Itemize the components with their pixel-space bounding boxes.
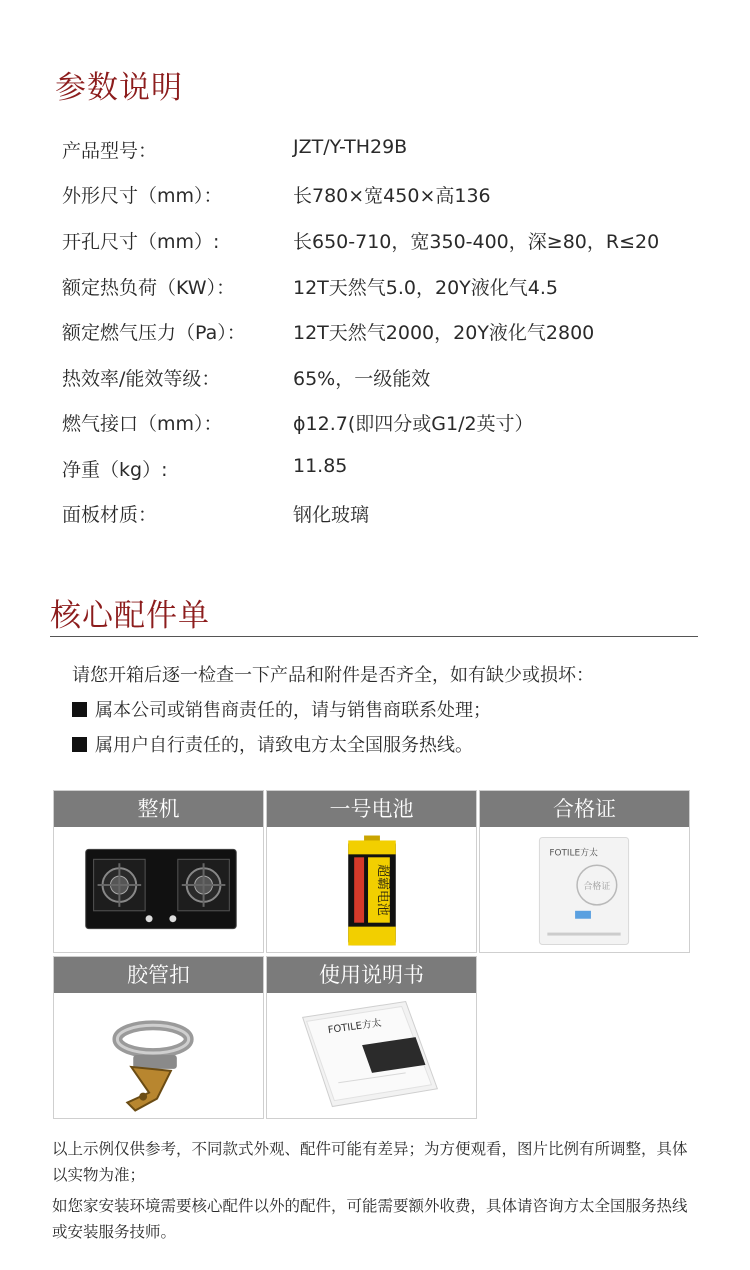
accessory-card-certificate (479, 790, 690, 953)
spec-value: 12T天然气2000，20Y液化气2800 (293, 322, 595, 344)
spec-row-dimensions (62, 181, 722, 221)
bullet-text: 属本公司或销售商责任的，请与销售商联系处理； (95, 700, 491, 721)
spec-label: 产品型号： (62, 140, 158, 162)
battery-image (267, 827, 476, 953)
accessory-label: 整机 (54, 791, 263, 827)
spec-label: 额定热负荷（KW）： (62, 277, 236, 299)
spec-label: 热效率/能效等级： (62, 368, 221, 390)
accessory-card-hose-clamp (53, 956, 264, 1119)
accessory-label: 胶管扣 (54, 957, 263, 993)
spec-label: 净重（kg）: (62, 459, 168, 481)
spec-value: 长780×宽450×高136 (293, 185, 491, 207)
spec-label: 面板材质： (62, 504, 158, 526)
manual-image (267, 993, 476, 1119)
spec-row-model (62, 136, 722, 176)
spec-label: 燃气接口（mm）： (62, 413, 223, 435)
spec-row-efficiency (62, 364, 722, 404)
section-title-accessories: 核心配件单 (50, 598, 210, 634)
spec-row-cutout (62, 227, 722, 267)
spec-value: JZT/Y-TH29B (293, 136, 408, 158)
spec-value: 11.85 (293, 455, 348, 477)
certificate-image (480, 827, 689, 953)
footnote-disclaimer: 以上示例仅供参考，不同款式外观、配件可能有差异；为方便观看，图片比例有所调整，具体以实物为准； (52, 1140, 688, 1184)
bullet-text: 属用户自行责任的，请致电方太全国服务热线。 (95, 735, 473, 756)
intro-text: 请您开箱后逐一检查一下产品和附件是否齐全，如有缺少或损坏： (72, 665, 594, 686)
hose-clamp-image (54, 993, 263, 1119)
bullet-item (72, 696, 491, 722)
bullet-item (72, 731, 473, 757)
spec-label: 外形尺寸（mm）： (62, 185, 223, 207)
spec-value: ϕ12.7(即四分或G1/2英寸） (293, 413, 534, 435)
spec-row-gas-interface (62, 409, 722, 449)
accessory-label: 合格证 (480, 791, 689, 827)
divider (50, 636, 698, 637)
spec-row-panel-material (62, 500, 722, 540)
accessory-card-battery (266, 790, 477, 953)
manual-brand-text: FOTILE方太 (327, 1017, 383, 1037)
accessory-label: 使用说明书 (267, 957, 476, 993)
spec-label: 开孔尺寸（mm）: (62, 231, 220, 253)
spec-label: 额定燃气压力（Pa）： (62, 322, 246, 344)
section-title-params: 参数说明 (55, 70, 183, 106)
footnote-extra-fees: 如您家安装环境需要核心配件以外的配件，可能需要额外收费，具体请咨询方太全国服务热线或安装服务技师。 (52, 1197, 688, 1241)
certificate-stamp-text: 合格证 (583, 882, 611, 893)
certificate-brand-text: FOTILE方太 (549, 848, 598, 859)
accessory-card-manual (266, 956, 477, 1119)
spec-value: 长650-710，宽350-400，深≥80，R≤20 (293, 231, 660, 253)
square-bullet-icon (72, 737, 87, 752)
spec-value: 12T天然气5.0，20Y液化气4.5 (293, 277, 558, 299)
spec-value: 钢化玻璃 (293, 504, 370, 526)
square-bullet-icon (72, 702, 87, 717)
spec-row-heat-load (62, 273, 722, 313)
accessory-grid (53, 790, 693, 1120)
spec-row-gas-pressure (62, 318, 722, 358)
cooktop-image (54, 827, 263, 953)
spec-value: 65%，一级能效 (293, 368, 431, 390)
accessory-label: 一号电池 (267, 791, 476, 827)
battery-brand-text: 超霸电池 (374, 864, 390, 916)
spec-row-weight (62, 455, 722, 495)
accessory-card-cooktop (53, 790, 264, 953)
